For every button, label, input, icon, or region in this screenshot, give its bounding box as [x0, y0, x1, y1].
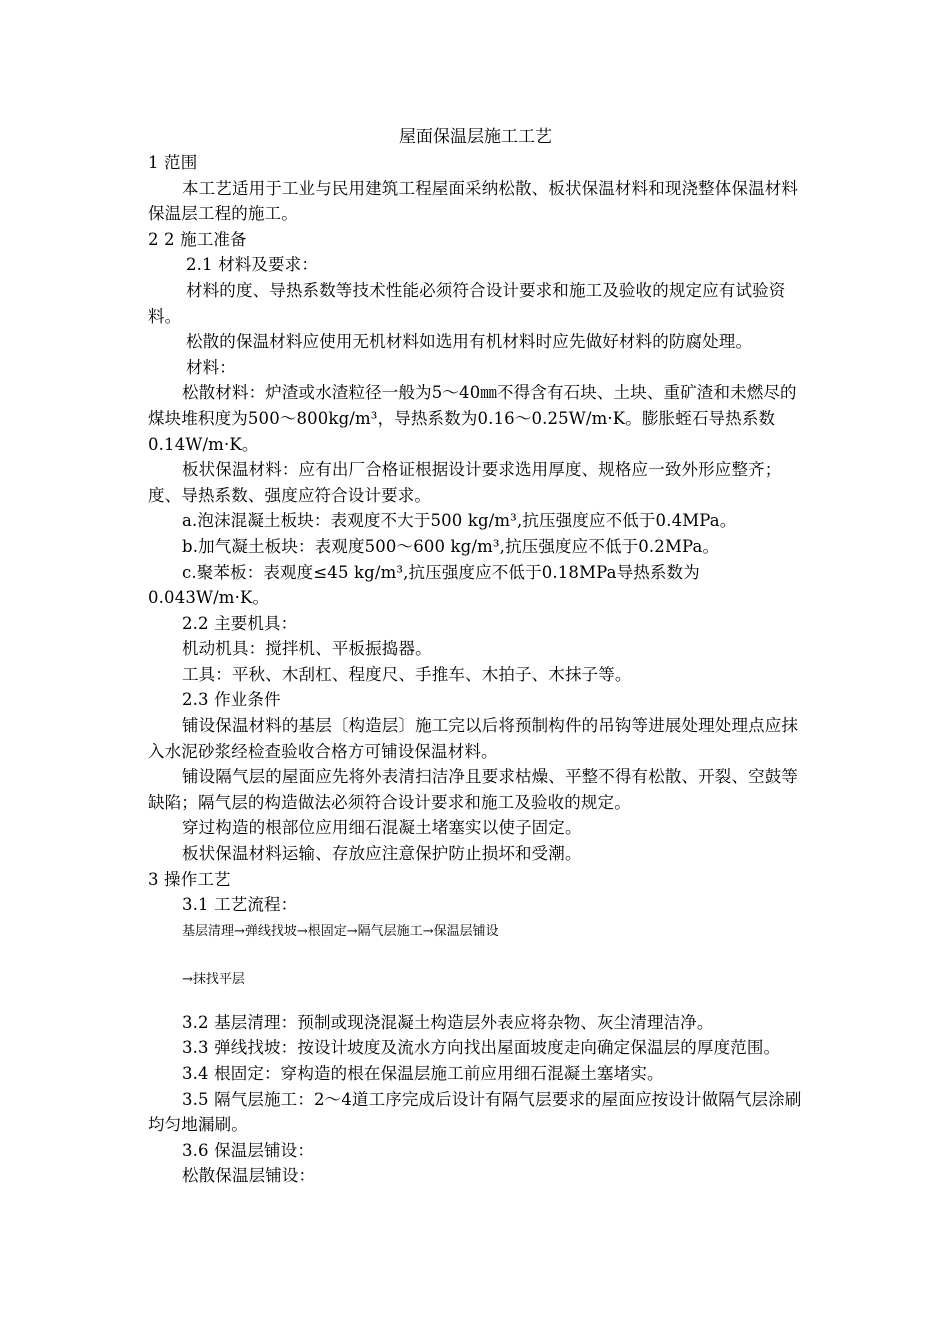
document-title: 屋面保温层施工工艺 — [399, 127, 552, 147]
process-flow-line-1: 基层清理→弹线找坡→根固定→隔气层施工→保温层铺设 — [182, 923, 499, 939]
paragraph: a.泡沫混凝土板块：表观度不大于500 kg/m³,抗压强度应不低于0.4MPa。 — [182, 511, 737, 531]
paragraph: 材料： — [186, 357, 236, 377]
paragraph: 铺设保温材料的基层〔构造层〕施工完以后将预制构件的吊钩等进展处理处理点应抹入水泥砂浆经检查验收合格方可铺设保温材料。 — [148, 716, 799, 761]
section-heading-2: 2 2 施工准备 — [148, 229, 247, 249]
paragraph: 3.5 隔气层施工：2～4道工序完成后设计有隔气层要求的屋面应按设计做隔气层涂刷均匀地漏刷。 — [148, 1089, 802, 1135]
paragraph: 铺设隔气层的屋面应先将外表清扫洁净且要求枯燥、平整不得有松散、开裂、空鼓等缺陷；隔气层的构造做法必须符合设计要求和施工及验收的规定。 — [148, 767, 799, 812]
subsection-heading-3-6: 3.6 保温层铺设： — [182, 1140, 314, 1160]
paragraph: 3.4 根固定：穿构造的根在保温层施工前应用细石混凝土塞堵实。 — [182, 1064, 664, 1083]
paragraph: 材料的度、导热系数等技术性能必须符合设计要求和施工及验收的规定应有试验资料。 — [148, 280, 786, 326]
paragraph: 机动机具：搅拌机、平板振捣器。 — [182, 639, 432, 659]
subsection-heading-2-1: 2.1 材料及要求： — [186, 255, 318, 275]
subsection-heading-2-3: 2.3 作业条件 — [182, 690, 281, 710]
paragraph: 板状保温材料运输、存放应注意保护防止损坏和受潮。 — [182, 844, 582, 864]
subsection-heading-3-1: 3.1 工艺流程： — [182, 895, 298, 915]
process-flow-line-2: →抹找平层 — [182, 971, 245, 987]
paragraph: 松散材料：炉渣或水渣粒径一般为5～40㎜不得含有石块、土块、重矿渣和未燃尽的煤块堆积度为500～800kg/m³，导热系数为0.16～0.25W/m·K。膨胀蛭石导热系数0.14W/m·K。 — [148, 383, 797, 454]
section-heading-3: 3 操作工艺 — [148, 869, 231, 889]
paragraph: 板状保温材料：应有出厂合格证根据设计要求选用厚度、规格应一致外形应整齐；度、导热系数、强度应符合设计要求。 — [148, 460, 782, 505]
paragraph: b.加气凝土板块：表观度500～600 kg/m³,抗压强度应不低于0.2MPa。 — [182, 536, 720, 556]
paragraph: 松散的保温材料应使用无机材料如选用有机材料时应先做好材料的防腐处理。 — [186, 332, 753, 352]
paragraph: 松散保温层铺设： — [182, 1166, 316, 1186]
section-heading-1: 1 范围 — [148, 153, 198, 172]
document-page — [148, 124, 803, 1189]
paragraph: 3.2 基层清理：预制或现浇混凝土构造层外表应将杂物、灰尘清理洁净。 — [182, 1012, 714, 1032]
paragraph: 本工艺适用于工业与民用建筑工程屋面采纳松散、板状保温材料和现浇整体保温材料保温层工程的施工。 — [148, 178, 799, 224]
subsection-heading-2-2: 2.2 主要机具： — [182, 613, 298, 633]
paragraph: 工具：平秋、木刮杠、程度尺、手推车、木拍子、木抹子等。 — [182, 664, 632, 684]
paragraph: c.聚苯板：表观度≤45 kg/m³,抗压强度应不低于0.18MPa导热系数为0.043W/m·K。 — [148, 562, 700, 608]
paragraph: 3.3 弹线找坡：按设计坡度及流水方向找出屋面坡度走向确定保温层的厚度范围。 — [182, 1038, 781, 1058]
paragraph: 穿过构造的根部位应用细石混凝土堵塞实以使子固定。 — [182, 818, 582, 838]
